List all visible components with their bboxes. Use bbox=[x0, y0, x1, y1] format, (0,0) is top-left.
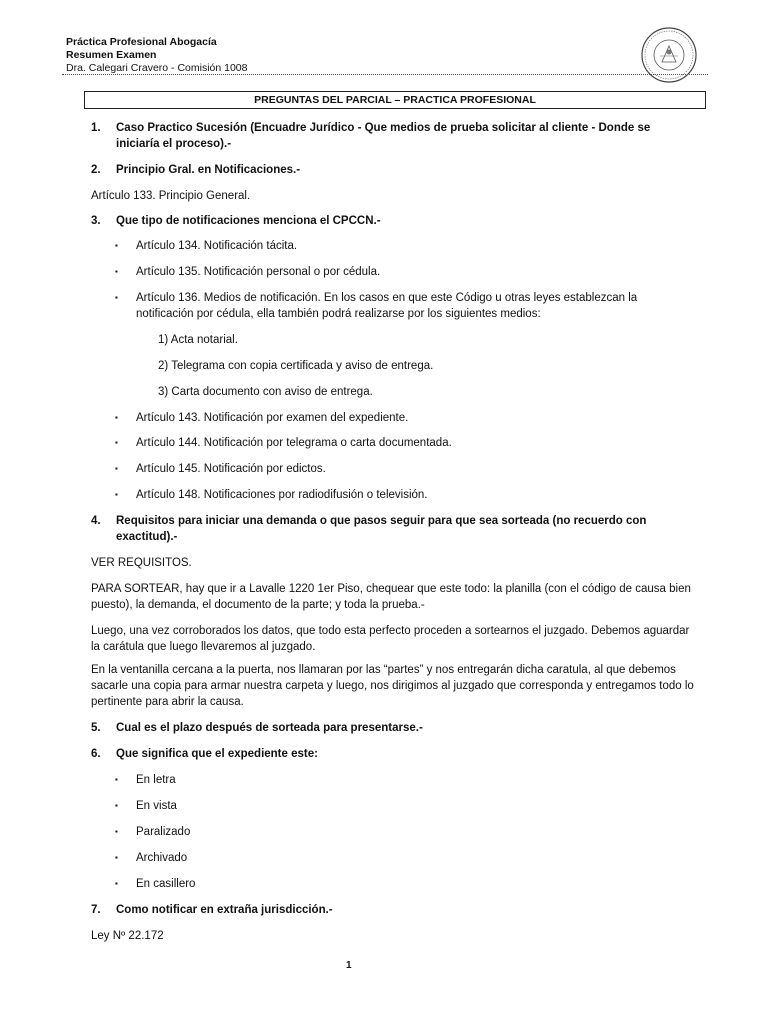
list-item-text: Artículo 148. Notificaciones por radiodifusión o televisión. bbox=[136, 489, 428, 501]
question-number: 3. bbox=[91, 215, 101, 227]
question-number: 5. bbox=[91, 722, 101, 734]
answer-paragraph: VER REQUISITOS. bbox=[91, 557, 192, 569]
bullet-icon: ▪ bbox=[115, 827, 118, 836]
list-item-text: Artículo 143. Notificación por examen del expediente. bbox=[136, 412, 409, 424]
bullet-icon: ▪ bbox=[115, 801, 118, 810]
question-text: Caso Practico Sucesión (Encuadre Jurídico - Que medios de prueba solicitar al cliente - Donde se iniciaría el proceso).- bbox=[116, 122, 651, 150]
bullet-icon: ▪ bbox=[115, 853, 118, 862]
sub-list-item: 3) Carta documento con aviso de entrega. bbox=[158, 386, 373, 398]
list-item-text: En letra bbox=[136, 774, 176, 786]
list-item-text: Artículo 145. Notificación por edictos. bbox=[136, 463, 326, 475]
bullet-icon: ▪ bbox=[115, 413, 118, 422]
page-number: 1 bbox=[346, 960, 352, 971]
answer-paragraph: Artículo 133. Principio General. bbox=[91, 190, 251, 202]
list-item-text: Artículo 135. Notificación personal o por cédula. bbox=[136, 266, 381, 278]
bullet-icon: ▪ bbox=[115, 490, 118, 499]
question-number: 2. bbox=[91, 164, 101, 176]
list-item-text: En vista bbox=[136, 800, 177, 812]
question-text: Principio Gral. en Notificaciones.- bbox=[116, 164, 301, 176]
document-header bbox=[66, 36, 248, 75]
sub-list-item: 2) Telegrama con copia certificada y aviso de entrega. bbox=[158, 360, 434, 372]
sub-list-item: 1) Acta notarial. bbox=[158, 334, 238, 346]
answer-paragraph: Ley Nº 22.172 bbox=[91, 930, 164, 942]
list-item-text: Paralizado bbox=[136, 826, 191, 838]
list-item-text: Artículo 134. Notificación tácita. bbox=[136, 240, 298, 252]
header-course: Práctica Profesional Abogacía bbox=[66, 36, 217, 48]
list-item-text: Artículo 144. Notificación por telegrama o carta documentada. bbox=[136, 437, 452, 449]
header-teacher: Dra. Calegari Cravero - Comisión 1008 bbox=[66, 62, 248, 74]
list-item-text: Artículo 136. Medios de notificación. En los casos en que este Código u otras leyes establezcan la notificación por cédula, ella también podrá realizarse por los siguientes medios: bbox=[136, 292, 638, 320]
question-number: 4. bbox=[91, 515, 101, 527]
bullet-icon: ▪ bbox=[115, 879, 118, 888]
bullet-icon: ▪ bbox=[115, 293, 118, 302]
question-text: Requisitos para iniciar una demanda o que pasos seguir para que sea sorteada (no recuerdo con exactitud).- bbox=[116, 515, 647, 543]
answer-paragraph: PARA SORTEAR, hay que ir a Lavalle 1220 1er Piso, chequear que este todo: la planilla (con el código de causa bien puesto), la demanda, el documento de la parte; y toda la prueba.- bbox=[91, 583, 691, 611]
answer-paragraph: Luego, una vez corroborados los datos, que todo esta perfecto proceden a sortearnos el juzgado. Debemos aguardar la carátula que luego llevaremos al juzgado. bbox=[91, 625, 690, 653]
bullet-icon: ▪ bbox=[115, 464, 118, 473]
list-item-text: Archivado bbox=[136, 852, 188, 864]
question-number: 6. bbox=[91, 748, 101, 760]
bullet-icon: ▪ bbox=[115, 438, 118, 447]
answer-paragraph: En la ventanilla cercana a la puerta, nos llamaran por las “partes” y nos entregarán dicha caratula, al que debemos sacarle una copia para armar nuestra carpeta y luego, nos dirigimos al juzgado que corresponda y entregamos todo lo pertinente para abrir la causa. bbox=[91, 664, 694, 708]
question-text: Como notificar en extraña jurisdicción.- bbox=[116, 904, 333, 916]
list-item-text: En casillero bbox=[136, 878, 196, 890]
question-number: 7. bbox=[91, 904, 101, 916]
page-title: PREGUNTAS DEL PARCIAL – PRACTICA PROFESIONAL bbox=[84, 91, 706, 109]
header-divider bbox=[62, 74, 708, 75]
question-text: Que significa que el expediente este: bbox=[116, 748, 318, 760]
bullet-icon: ▪ bbox=[115, 267, 118, 276]
bullet-icon: ▪ bbox=[115, 241, 118, 250]
header-subtitle: Resumen Examen bbox=[66, 49, 157, 61]
question-number: 1. bbox=[91, 122, 101, 134]
question-text: Que tipo de notificaciones menciona el CPCCN.- bbox=[116, 215, 381, 227]
question-text: Cual es el plazo después de sorteada para presentarse.- bbox=[116, 722, 423, 734]
bullet-icon: ▪ bbox=[115, 775, 118, 784]
university-seal-icon bbox=[640, 26, 698, 84]
